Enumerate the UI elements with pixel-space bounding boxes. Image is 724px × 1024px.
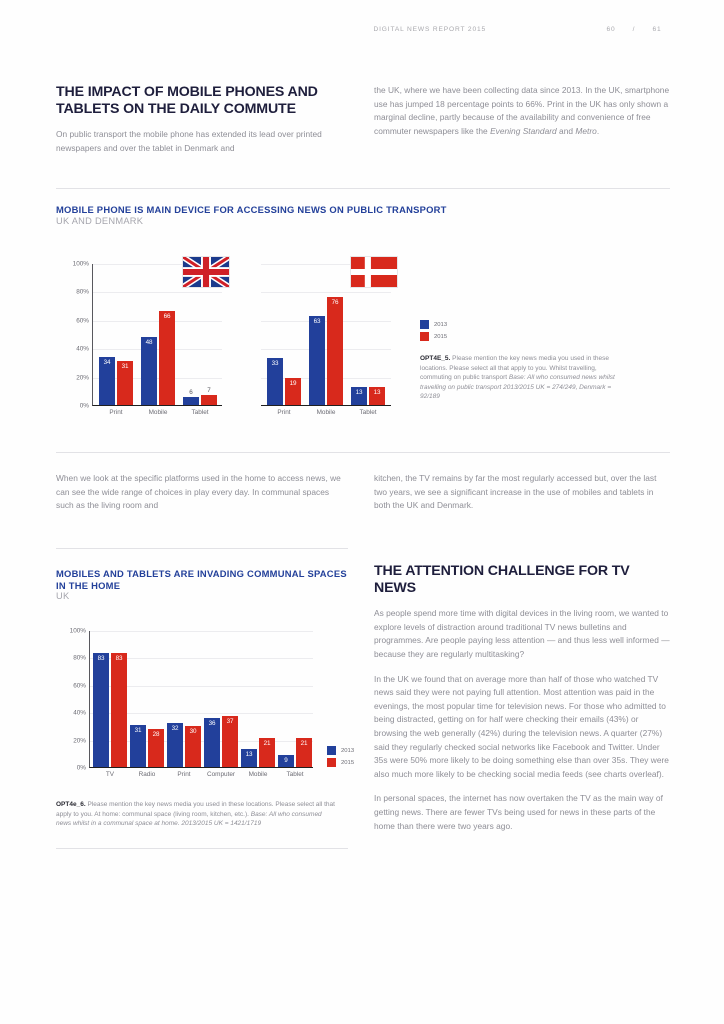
chart-communal-mobile-2015-value: 21 [263,740,271,748]
divider-above-chart1 [56,188,670,189]
ytick-40: 40% [73,709,86,717]
middle-left-paragraph: When we look at the specific platforms used in the home to access news, we can see the wide range of choices in play every day. In communal spaces such as the living room and [56,473,341,511]
chart-communal-group-radio [130,725,164,778]
chart-communal-print-2013-value: 32 [171,725,179,733]
chart1-legend-item-2015 [420,332,447,341]
denmark-flag-icon [350,256,398,288]
divider-below-chart2 [56,848,348,849]
chart2-legend-item-2015 [327,758,354,767]
legend-label-2013: 2013 [341,747,355,754]
section1-right-text-1: the UK, where we have been collecting data since 2013. In the UK, smartphone use has jumped 18 percentage points to 66%. Print in the UK has only shown a marginal decline, partly because of the availability and convenience of free commuter newspapers like the [374,85,670,136]
chart-denmark-mobile-2013-bar [309,316,325,406]
section2-paragraph-1: As people spend more time with digital devices in the living room, we wanted to explore levels of distraction around traditional TV news bulletins and programmes. Are people paying less attention — and thus less well informed — because they are regularly multitasking? [374,608,670,659]
chart-uk-group-mobile [139,311,177,416]
section1-right-paragraph [374,84,670,138]
chart-communal-xlabel-tablet: Tablet [286,771,304,778]
chart2-legend-item-2013 [327,746,354,755]
chart-uk-group-tablet [181,387,219,416]
chart-denmark-xlabel-tablet: Tablet [359,409,377,416]
chart-uk-tablet-2013-value: 6 [189,388,193,396]
page-number-separator: / [632,26,636,33]
chart-uk-tablet-2015-value: 7 [207,387,211,395]
chart1-caption-base: Base: All who consumed news whilst travelling on public transport 2013/2015 UK = 274/249, Denmark = 92/189 [420,374,615,401]
chart-communal-tablet-2015-bar [296,738,312,767]
ytick-60: 60% [76,317,89,325]
chart-uk-tablet-2015-bar [201,387,217,405]
chart2-caption [56,800,336,829]
chart-communal-group-mobile [241,738,275,778]
chart-communal-print-2015-value: 30 [189,727,197,735]
middle-left-column [56,472,348,513]
chart2-caption-code: OPT4e_6. [56,801,86,808]
chart1-caption-code: OPT4E_5. [420,355,451,362]
chart-uk-xlabel-mobile: Mobile [148,409,168,416]
chart-communal-xlabel-mobile: Mobile [248,771,268,778]
chart-communal-print-2015-bar [185,726,201,767]
section1-right-text-3: . [596,125,600,136]
legend-swatch-2013 [420,320,429,329]
legend-label-2013: 2013 [434,321,448,328]
chart-uk-mobile-2015-bar [159,311,175,405]
report-title: DIGITAL NEWS REPORT 2015 [373,26,486,33]
middle-right-column [374,472,670,513]
running-header [0,26,724,33]
chart-communal-computer-2015-bar [222,716,238,767]
section1-left-column [56,84,348,155]
chart-communal-tv-2015-value: 83 [115,655,123,663]
ytick-0: 0% [79,402,89,410]
ytick-20: 20% [73,737,86,745]
section2-paragraph-2: In the UK we found that on average more than half of those who watched TV news said they were not paying full attention. Most attention was paid in the evenings, the most popular time for television news. For those who admitted to being distracted, getting on for half were checking their emails (43%) or browsing the web generally (42%) during the television news. A quarter (27%) said they regularly checked social networks like Facebook and Twitter. Under 35s were 50% more likely to be doing something else than over 35s. They were also much more likely to be checking social media feeds (see charts overleaf). [374,673,669,779]
chart-communal-radio-2013-bar [130,725,146,768]
chart2-caption-base: Base: All who consumed news whilst in a communal space at home. 2013/2015 UK = 1421/1719 [56,810,322,828]
chart-uk-mobile-2013-bar [141,337,157,405]
chart-denmark-print-2015-bar [285,378,301,405]
chart-uk-group-print [97,357,135,416]
ytick-100: 100% [72,260,89,268]
chart-denmark-group-tablet [349,387,387,416]
chart-denmark-print-2013-bar [267,358,283,405]
chart-denmark-mobile-2013-value: 63 [313,317,321,325]
divider-above-chart2 [56,548,348,549]
chart-communal-radio-2015-bar [148,729,164,767]
chart-communal-computer-2015-value: 37 [226,718,234,726]
chart-uk-print-2013-bar [99,357,115,405]
chart2-headings [56,568,348,603]
chart-communal-xlabel-print: Print [177,771,191,778]
chart1-headings [56,204,670,227]
section1-title: THE IMPACT OF MOBILE PHONES AND TABLETS ON THE DAILY COMMUTE [56,84,318,117]
chart-communal-plot-area [69,627,313,778]
chart-communal-xlabel-radio: Radio [138,771,156,778]
publication-metro: Metro [575,125,597,136]
chart-communal-print-2013-bar [167,723,183,767]
chart-denmark-xlabel-mobile: Mobile [316,409,336,416]
legend-label-2015: 2015 [341,759,355,766]
chart1-subheading: UK AND DENMARK [56,215,144,226]
chart-communal-tablet-2013-value: 9 [284,756,288,764]
gridline-100 [90,631,313,632]
chart-communal-spaces [69,627,313,778]
chart2-subheading: UK [56,591,70,602]
chart2-legend [327,746,354,770]
chart1-legend [420,320,447,344]
chart-communal-xlabel-computer: Computer [206,771,236,778]
chart-denmark-print-2015-value: 19 [289,380,297,387]
section1-right-text-2: and [556,125,576,136]
middle-right-paragraph: kitchen, the TV remains by far the most regularly accessed but, over the last two years, we see a significant increase in the use of mobiles and tablets in both the UK and Denmark. [374,473,657,511]
page-number-left: 60 [606,26,616,33]
chart-denmark-mobile-2015-value: 76 [331,299,339,307]
chart-communal-group-tv [93,653,127,778]
chart-denmark-tablet-2015-bar [369,387,385,406]
chart-uk-tablet-2013-bar [183,388,199,406]
chart-denmark-group-mobile [307,297,345,416]
chart2-heading: MOBILES AND TABLETS ARE INVADING COMMUNAL SPACES IN THE HOME [56,568,347,591]
ytick-0: 0% [76,764,86,772]
chart-denmark-tablet-2013-value: 13 [355,388,363,396]
chart-communal-mobile-2015-bar [259,738,275,767]
chart-uk-print-2015-bar [117,361,133,405]
section1-left-paragraph: On public transport the mobile phone has extended its lead over printed newspapers and over the tablet in Denmark and [56,129,322,153]
gridline-80 [93,292,222,293]
chart1-legend-item-2013 [420,320,447,329]
publication-evening-standard: Evening Standard [490,125,557,136]
chart1-caption [420,354,624,402]
chart-denmark-xlabel-print: Print [277,409,291,416]
ytick-80: 80% [73,654,86,662]
legend-swatch-2015 [420,332,429,341]
chart-denmark-group-print [265,358,303,416]
chart-communal-tv-2013-bar [93,653,109,767]
chart-communal-tablet-2015-value: 21 [300,740,308,748]
chart-uk-print-2013-value: 34 [103,358,111,366]
chart-denmark-mobile-2015-bar [327,297,343,405]
chart-uk-mobile-2013-value: 48 [145,338,153,346]
chart-communal-tv-2015-bar [111,653,127,767]
chart-communal-mobile-2013-value: 13 [245,751,253,759]
chart-communal-xlabel-tv: TV [105,771,115,778]
chart-communal-group-tablet [278,738,312,778]
ytick-40: 40% [76,345,89,353]
chart-communal-radio-2013-value: 31 [134,726,142,734]
chart-communal-tv-2013-value: 83 [97,655,105,663]
chart-communal-tablet-2013-bar [278,755,294,767]
chart-uk-print-2015-value: 31 [121,363,129,370]
ytick-20: 20% [76,374,89,382]
chart-communal-group-computer [204,716,238,778]
ytick-100: 100% [69,627,86,635]
chart-uk-xlabel-tablet: Tablet [191,409,209,416]
section2-column [374,563,670,833]
legend-label-2015: 2015 [434,333,448,340]
divider-below-chart1 [56,452,670,453]
chart-communal-mobile-2013-bar [241,749,257,767]
legend-swatch-2013 [327,746,336,755]
chart-uk-mobile-2015-value: 66 [163,313,171,321]
chart-uk-xlabel-print: Print [109,409,123,416]
chart2-caption-text: Please mention the key news media you used in these locations. Please select all that apply to you. At home: communal space (living room, kitchen, etc.). [56,801,335,818]
page-number-right: 61 [652,26,662,33]
chart1-heading: MOBILE PHONE IS MAIN DEVICE FOR ACCESSING NEWS ON PUBLIC TRANSPORT [56,204,447,215]
gridline-80 [261,292,391,293]
chart-communal-computer-2013-value: 36 [208,719,216,727]
section2-title: THE ATTENTION CHALLENGE FOR TV NEWS [374,563,630,596]
uk-flag-icon [182,256,230,288]
chart-communal-group-print [167,723,201,778]
chart-communal-computer-2013-bar [204,718,220,767]
section1-right-column [374,84,670,138]
chart-communal-radio-2015-value: 28 [152,730,160,738]
section2-paragraph-3: In personal spaces, the internet has now overtaken the TV as the main way of getting news. There are fewer TVs being used for news in these parts of the home than there were two years ago. [374,793,663,831]
chart-denmark-tablet-2013-bar [351,387,367,406]
chart1-caption-text: Please mention the key news media you used in these locations. Please select all that apply to you. Whilst travelling, commuting on public transport [420,355,609,382]
chart-denmark-print-2013-value: 33 [271,360,279,368]
legend-swatch-2015 [327,758,336,767]
chart-denmark-tablet-2015-value: 13 [373,388,381,396]
ytick-60: 60% [73,682,86,690]
ytick-80: 80% [76,288,89,296]
